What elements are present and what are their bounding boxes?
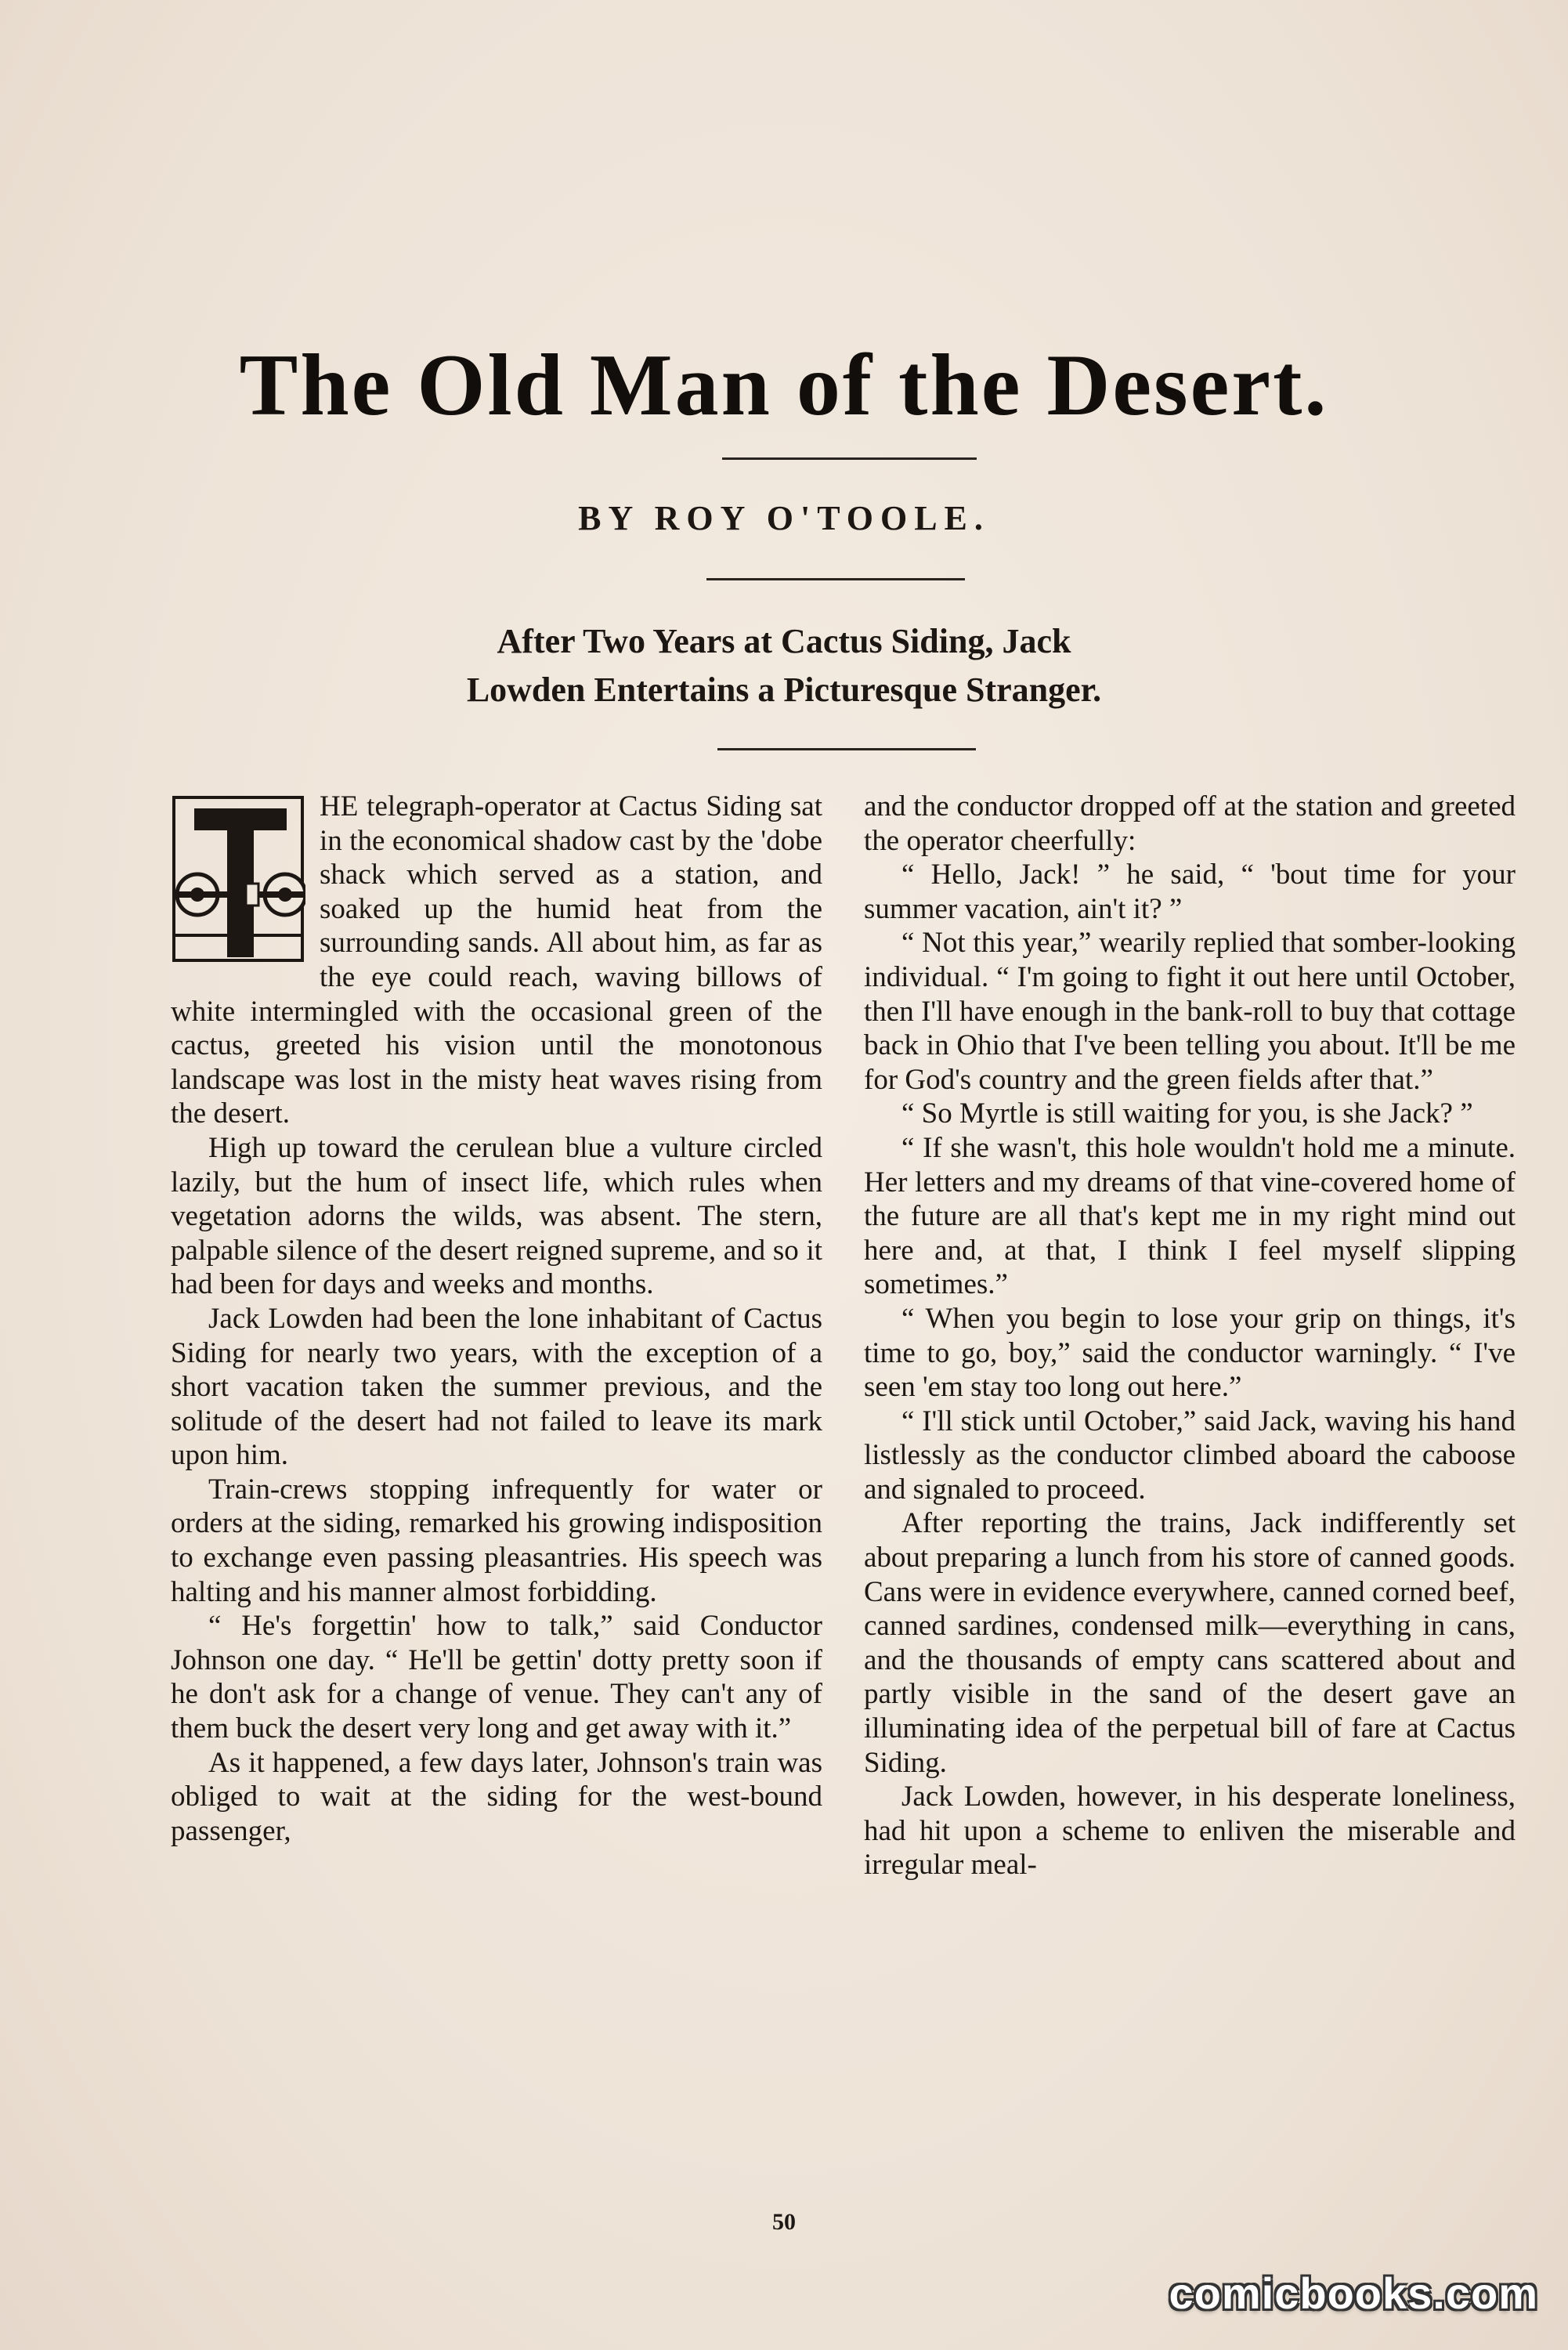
paragraph: and the conductor dropped off at the station and greeted the operator cheerfully: xyxy=(864,790,1516,857)
paragraph: High up toward the cerulean blue a vulture circled lazily, but the hum of insect life, which rules when vegetation adorns the wilds, was absent. The stern, palpable silence of the desert reigned supreme, and so it had been for days and weeks and months. xyxy=(171,1131,822,1301)
paragraph: Jack Lowden, however, in his desperate loneliness, had hit upon a scheme to enliven the miserable and irregular meal- xyxy=(864,1781,1516,1882)
watermark-logo: comicbooks.com xyxy=(1169,2269,1538,2318)
paragraph: “ So Myrtle is still waiting for you, is she Jack? ” xyxy=(901,1097,1473,1130)
paragraph: “ When you begin to lose your grip on things, it's time to go, boy,” said the conductor warningly. “ I've seen 'em stay too long out here.” xyxy=(864,1302,1516,1404)
page-number: 50 xyxy=(772,2209,796,2235)
left-column xyxy=(171,790,822,1848)
paragraph: Train-crews stopping infrequently for water or orders at the siding, remarked his growing indisposition to exchange even passing pleasantries. His speech was halting and his manner almost forbidding. xyxy=(171,1473,822,1608)
paragraph: “ Hello, Jack! ” he said, “ 'bout time for your summer vacation, ain't it? ” xyxy=(864,859,1516,925)
right-column xyxy=(864,790,1516,1882)
drop-cap-t-illustration xyxy=(171,794,305,964)
byline-divider xyxy=(706,578,965,580)
paragraph-opening-text: HE telegraph-operator at Cactus Siding sat in the economical shadow cast by the 'dobe shack which served as a station, and soaked up the humid heat from the surrounding sands. All about him, as far as the eye could reach, waving billows of white intermingled with the occasional green of the cactus, greeted his vision until the monotonous landscape was lost in the misty heat waves rising from the desert. xyxy=(171,790,822,1130)
paragraph: “ If she wasn't, this hole wouldn't hold me a minute. Her letters and my dreams of that vine-covered home of the future are all that's kept me in my right mind out here and, at that, I think I feel myself slipping sometimes.” xyxy=(864,1131,1516,1301)
paragraph: After reporting the trains, Jack indifferently set about preparing a lunch from his store of canned goods. Cans were in evidence everywhere, canned corned beef, canned sardines, condensed milk—everything in cans, and the thousands of empty cans scattered about and partly visible in the sand of the desert gave an illuminating idea of the perpetual bill of fare at Cactus Siding. xyxy=(864,1507,1516,1779)
deck-divider xyxy=(717,748,976,750)
byline: BY ROY O'TOOLE. xyxy=(578,499,990,537)
article-title: The Old Man of the Desert. xyxy=(239,337,1329,434)
paragraph: “ Not this year,” wearily replied that somber-looking individual. “ I'm going to fight it out here until October, then I'll have enough in the bank-roll to buy that cottage back in Ohio that I've been telling you about. It'll be me for God's country and the green fields after that.” xyxy=(864,927,1516,1096)
title-divider xyxy=(722,457,977,460)
deck-line-2: Lowden Entertains a Picturesque Stranger. xyxy=(466,671,1102,709)
paragraph: “ I'll stick until October,” said Jack, waving his hand listlessly as the conductor climbed aboard the caboose and signaled to proceed. xyxy=(864,1405,1516,1506)
paragraph: As it happened, a few days later, Johnson's train was obliged to wait at the siding for the west-bound passenger, xyxy=(171,1746,822,1847)
paragraph: “ He's forgettin' how to talk,” said Conductor Johnson one day. “ He'll be gettin' dotty pretty soon if he don't ask for a change of venue. They can't any of them buck the desert very long and get away with it.” xyxy=(171,1610,822,1745)
paragraph: Jack Lowden had been the lone inhabitant of Cactus Siding for nearly two years, with the exception of a short vacation taken the summer previous, and the solitude of the desert had not failed to leave its mark upon him. xyxy=(171,1302,822,1472)
article-deck xyxy=(0,617,1568,714)
deck-line-1: After Two Years at Cactus Siding, Jack xyxy=(497,622,1071,660)
